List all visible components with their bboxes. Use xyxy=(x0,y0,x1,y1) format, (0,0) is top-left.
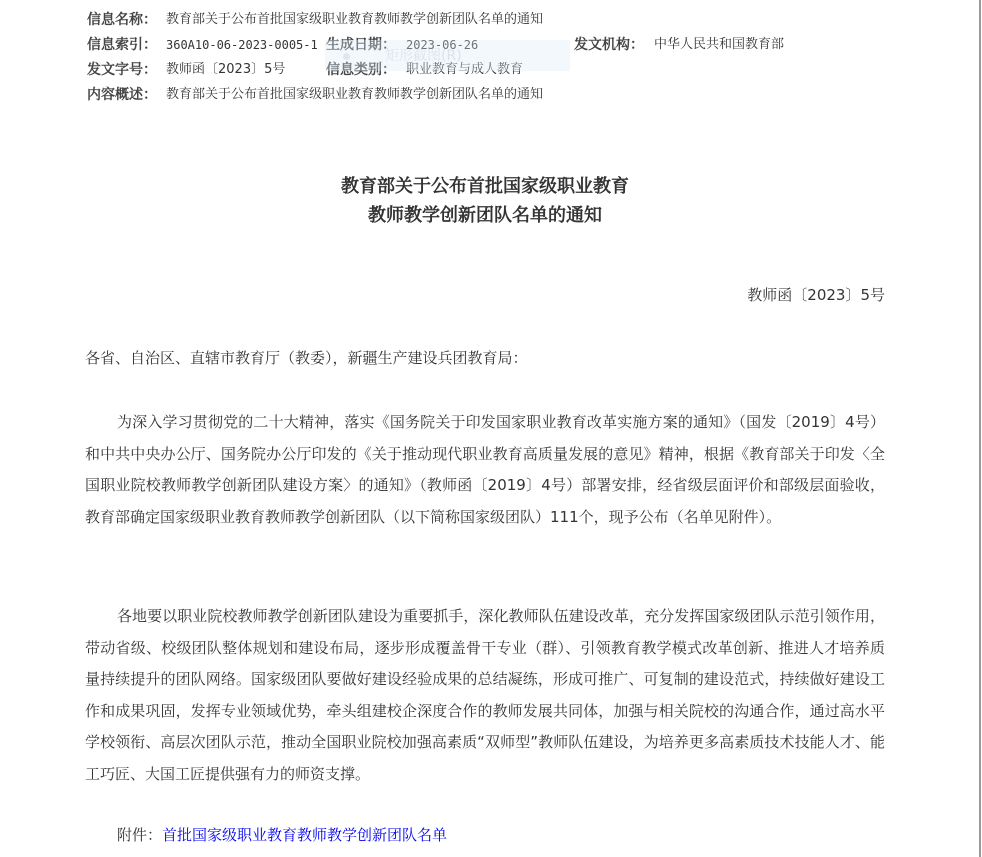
paragraph-1: 为深入学习贯彻党的二十大精神，落实《国务院关于印发国家职业教育改革实施方案的通知》（国发〔2019〕4号）和中共中央办公厅、国务院办公厅印发的《关于推动现代职业教育高质量发展的意见》精神，根据《教育部关于印发〈全国职业院校教师教学创新团队建设方案〉的通知》（教师函〔2019〕4号）部署安排，经省级层面评价和部级层面验收，教育部确定国家级职业教育教师教学创新团队（以下简称国家级团队）111个，现予公布（名单见附件）。 xyxy=(85,413,885,526)
category-label: 信息类别： xyxy=(326,62,396,78)
document-number: 教师函〔2023〕5号 xyxy=(747,286,885,304)
window-border xyxy=(979,0,981,857)
name-label: 信息名称： xyxy=(87,12,157,28)
paragraph-2: 各地要以职业院校教师教学创新团队建设为重要抓手，深化教师队伍建设改革，充分发挥国家级团队示范引领作用，带动省级、校级团队整体规划和建设布局，逐步形成覆盖骨干专业（群）、引领教育教学模式改革创新、推进人才培养质量持续提升的团队网络。国家级团队要做好建设经验成果的总结凝练，形成可推广、可复制的建设范式，持续做好建设工作和成果巩固，发挥专业领域优势，牵头组建校企深度合作的教师发展共同体，加强与相关院校的沟通合作，通过高水平学校领衔、高层次团队示范，推动全国职业院校加强高素质“双师型”教师队伍建设，为培养更多高素质技术技能人才、能工巧匠、大国工匠提供强有力的师资支撑。 xyxy=(85,607,885,783)
tooltip-dot-icon xyxy=(343,53,350,60)
name-value: 教育部关于公布首批国家级职业教育教师教学创新团队名单的通知 xyxy=(166,12,544,27)
category-value: 职业教育与成人教育 xyxy=(406,62,524,77)
meta-row-name xyxy=(87,9,947,34)
index-label: 信息索引： xyxy=(87,37,157,53)
attachment-label: 附件： xyxy=(117,826,163,844)
docno-label: 发文字号： xyxy=(87,62,157,78)
issuer-label: 发文机构： xyxy=(574,37,644,53)
index-value: 360A10-06-2023-0005-1 xyxy=(166,38,318,52)
summary-value: 教育部关于公布首批国家级职业教育教师教学创新团队名单的通知 xyxy=(166,87,544,102)
issuer-value: 中华人民共和国教育部 xyxy=(654,37,785,52)
screenshot-tooltip-text: 矩形截图(R) xyxy=(385,48,462,64)
document-title xyxy=(85,172,885,230)
title-line-1: 教育部关于公布首批国家级职业教育 xyxy=(341,176,629,197)
attachment-link[interactable]: 首批国家级职业教育教师教学创新团队名单 xyxy=(162,826,448,844)
salutation: 各省、自治区、直辖市教育厅（教委），新疆生产建设兵团教育局： xyxy=(85,349,528,367)
attachment xyxy=(117,824,447,845)
date-label: 生成日期： xyxy=(326,37,396,53)
summary-label: 内容概述： xyxy=(87,87,157,103)
title-line-2: 教师教学创新团队名单的通知 xyxy=(368,205,602,226)
docno-value: 教师函〔2023〕5号 xyxy=(166,62,286,77)
meta-row-summary xyxy=(87,84,947,109)
date-value: 2023-06-26 xyxy=(406,38,479,52)
